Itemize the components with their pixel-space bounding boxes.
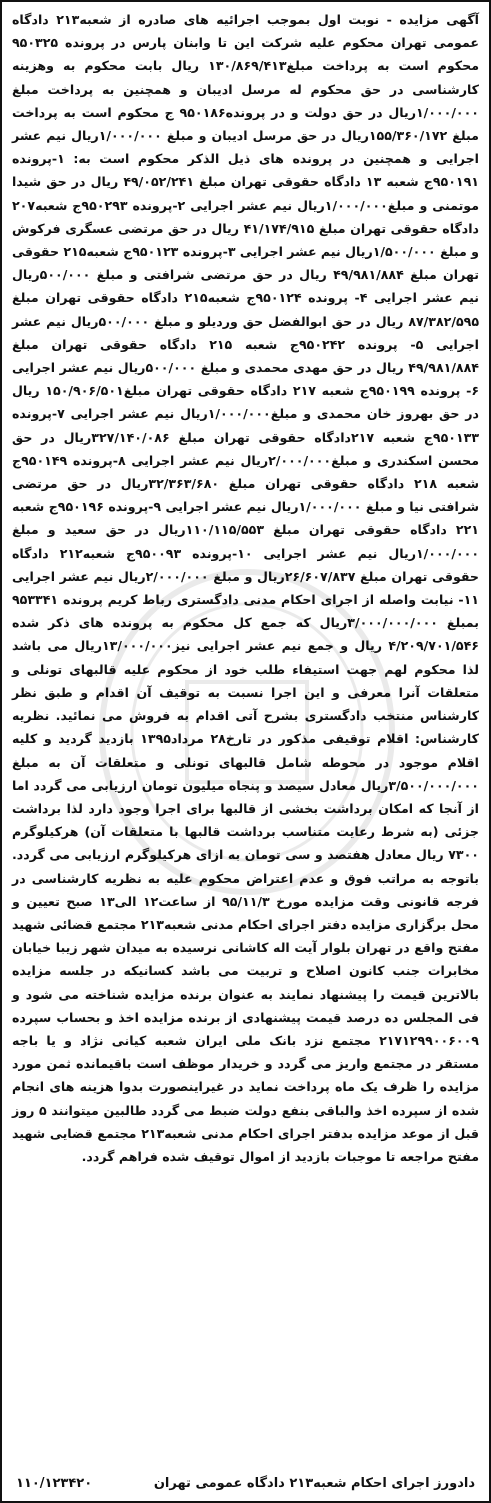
reference-number: ۱۱۰/۱۲۳۴۲۰ <box>16 1476 93 1491</box>
issuer-signature: دادورز اجرای احکام شعبه۲۱۳ دادگاه عمومی تهران <box>153 1476 475 1491</box>
notice-footer <box>12 1474 479 1497</box>
notice-body-text: آگهی مزایده - نوبت اول بموجب اجرائیه های صادره از شعبه۲۱۳ دادگاه عمومی تهران محکوم علیه شرکت این تا وابنان پارس در پرونده ۹۵۰۳۲۵ محکوم است به پرداخت مبلغ۱۳۰/۸۶۹/۴۱۳ ریال بابت محکوم به وهزینه کارشناسی در حق محکوم له مرسل ادیبان و همچنین به پرداخت مبلغ ۱/۰۰۰/۰۰۰ریال در حق دولت و در پرونده۹۵۰۱۸۶ ج محکوم است به پرداخت مبلغ ۱۵۵/۳۶۰/۱۷۲ریال در حق مرسل ادیبان و مبلغ ۱/۰۰۰/۰۰۰ریال نیم عشر اجرایی و همچنین در پرونده های ذیل الذکر محکوم است به: ۱-پرونده ۹۵۰۱۹۱ج شعبه ۱۳ دادگاه حقوقی تهران مبلغ ۴۹/۰۵۲/۲۴۱ ریال در حق شیدا موتمنی و مبلغ۱/۰۰۰/۰۰۰ریال نیم عشر اجرایی ۲-پرونده ۹۵۰۲۹۳ج شعبه۲۰۷ دادگاه حقوقی تهران مبلغ ۴۱/۱۷۴/۹۱۵ ریال در حق مرتضی عسگری فرکوش و مبلغ ۱/۵۰۰/۰۰۰ریال نیم عشر اجرایی ۳-پرونده ۹۵۰۱۲۳ج شعبه۲۱۵ حقوقی تهران مبلغ ۴۹/۹۸۱/۸۸۴ ریال در حق مرتضی شرافتی و مبلغ ۵۰۰/۰۰۰ریال نیم عشر اجرایی ۴- پرونده ۹۵۰۱۲۴ج شعبه۲۱۵ دادگاه حقوقی تهران مبلغ ۸۷/۳۸۲/۵۹۵ ریال در حق ابوالفضل حق وردیلو و مبلغ ۵۰۰/۰۰۰ریال نیم عشر اجرایی ۵- پرونده ۹۵۰۲۴۲ج شعبه ۲۱۵ دادگاه حقوقی تهران مبلغ ۴۹/۹۸۱/۸۸۴ ریال در حق مهدی محمدی و مبلغ ۵۰۰/۰۰۰ریال نیم عشر اجرایی ۶- پرونده ۹۵۰۱۹۹ج شعبه ۲۱۷ دادگاه حقوقی تهران مبلغ۱۵۰/۹۰۶/۵۰۱ ریال در حق بهروز خان محمدی و مبلغ۱/۰۰۰/۰۰۰ریال نیم عشر اجرایی ۷-پرونده ۹۵۰۱۳۳ج شعبه ۲۱۷دادگاه حقوقی تهران مبلغ ۳۲۷/۱۴۰/۰۸۶ریال در حق محسن اسکندری و مبلغ۲/۰۰۰/۰۰۰ریال نیم عشر اجرایی ۸-پرونده ۹۵۰۱۴۹ج شعبه ۲۱۸ دادگاه حقوقی تهران مبلغ ۳۲/۳۶۳/۶۸۰ریال در حق مرتضی شرافتی نیا و مبلغ ۱/۰۰۰/۰۰۰ریال نیم عشر اجرایی ۹-پرونده ۹۵۰۱۹۶ج شعبه ۲۲۱ دادگاه حقوقی تهران مبلغ ۱۱۰/۱۱۵/۵۵۳ریال در حق سعید و مبلغ ۱/۰۰۰/۰۰۰ریال نیم عشر اجرایی ۱۰-پرونده ۹۵۰۰۹۳ج شعبه۲۱۲ دادگاه حقوقی تهران مبلغ ۲۶/۶۰۷/۸۳۷ریال و مبلغ ۲/۰۰۰/۰۰۰ریال نیم عشر اجرایی ۱۱- نیابت واصله از اجرای احکام مدنی دادگستری رباط کریم پرونده ۹۵۳۳۴۱ بمبلغ ۳/۰۰۰/۰۰۰/۰۰۰ریال که جمع کل محکوم به پرونده های ذکر شده ۴/۲۰۹/۷۰۱/۵۴۶ ریال و جمع نیم عشر اجرایی نیز۱۳/۰۰۰/۰۰۰ریال می باشد لذا محکوم لهم جهت استیفاء طلب خود از محکوم علیه قالبهای تونلی و متعلقات آنرا معرفی و این اجرا نسبت به توقیف آن اقدام و طبق نظر کارشناس منتخب دادگستری بشرح آتی اقدام به فروش می نمائید. نظریه کارشناس: اقلام توقیفی مذکور در تارخ۲۸ مرداد۱۳۹۵ بازدید گردید و کلیه اقلام موجود در محوطه شامل قالبهای تونلی و متعلقات آن به مبلغ ۳/۵۰۰/۰۰۰/۰۰۰ریال معادل سیصد و پنجاه میلیون تومان ارزیابی می گردد اما از آنجا که امکان برداشت بخشی از قالبها برای اجرا وجود دارد لذا برداشت جزئی (به شرط رعایت متناسب برداشت قالبها با متعلقات آن) هرکیلوگرم ۷۳۰۰ ریال معادل هفتصد و سی تومان به ازای هرکیلوگرم ارزیابی می گردد. باتوجه به مراتب فوق و عدم اعتراض محکوم علیه به نظریه کارشناسی در فرجه قانونی وقت مزایده مورخ ۹۵/۱۱/۳ از ساعت۱۲ الی۱۳ صبح تعیین و محل برگزاری مزایده دفتر اجرای احکام مدنی شعبه۲۱۳ مجتمع قضائی شهید مفتح واقع در تهران بلوار آیت اله کاشانی نرسیده به میدان شهر زیبا خیابان مخابرات جنب کانون اصلاح و تربیت می باشد کسانیکه در جلسه مزایده بالاترین قیمت را پیشنهاد نمایند به عنوان برنده مزایده شناخته می شود و فی المجلس ده درصد قیمت پیشنهادی از برنده مزایده اخذ و بحساب سپرده ۲۱۷۱۲۹۹۰۰۶۰۰۹ مجتمع نزد بانک ملی ایران شعبه کیانی نژاد و یا باجه مستقر در مجتمع واریز می گردد و خریدار موظف است باقیمانده ثمن مورد مزایده را ظرف یک ماه پرداخت نماید در غیراینصورت بدوا هزینه های انجام شده از سپرده اخذ والباقی بنفع دولت ضبط می گردد طالبین میتوانند ۵ روز قبل از موعد مزایده بدفتر اجرای احکام مدنی شعبه۲۱۳ مجتمع قضایی شهید مفتح مراجعه تا موجبات بازدید از اموال توقیف شده فراهم گردد. <box>12 12 480 1164</box>
